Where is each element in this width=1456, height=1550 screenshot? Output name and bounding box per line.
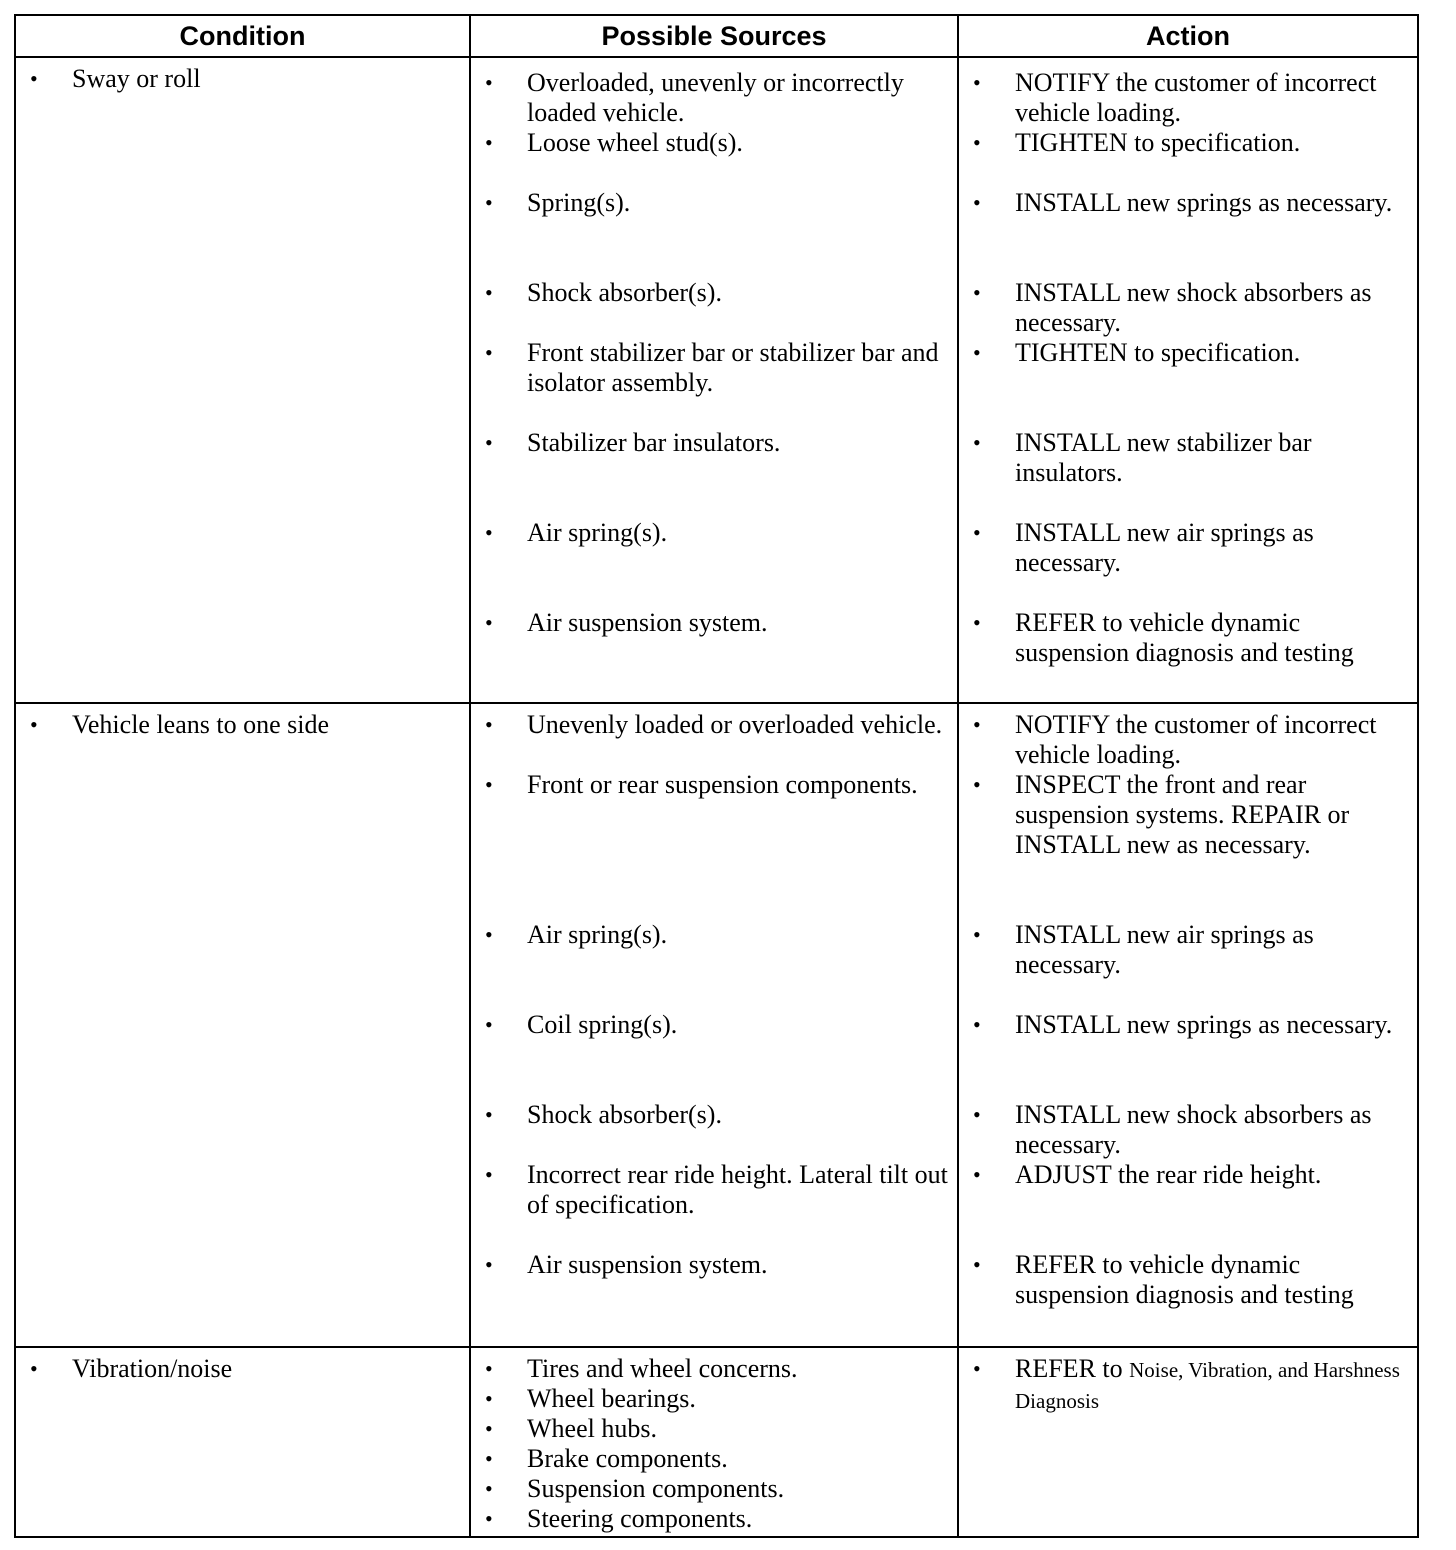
action-item: • REFER to vehicle dynamic suspension diagnosis and testing [973, 1250, 1354, 1309]
source-item: • Stabilizer bar insulators. [485, 428, 781, 457]
sources-cell [470, 1347, 958, 1537]
action-item: • NOTIFY the customer of incorrect vehicle loading. [973, 68, 1377, 127]
source-item: • Unevenly loaded or overloaded vehicle. [485, 710, 943, 739]
bullet-icon: • [973, 340, 981, 365]
bullet-icon: • [485, 922, 493, 947]
bullet-icon: • [485, 772, 493, 797]
bullet-icon: • [30, 1356, 38, 1381]
bullet-icon: • [485, 1446, 493, 1471]
source-item: • Shock absorber(s). [485, 1100, 722, 1129]
action-item: • TIGHTEN to specification. [973, 338, 1301, 367]
action-item: • INSTALL new air springs as necessary. [973, 920, 1314, 979]
bullet-icon: • [973, 1356, 981, 1381]
bullet-icon: • [485, 712, 493, 737]
source-item: • Air spring(s). [485, 920, 668, 949]
bullet-icon: • [485, 1162, 493, 1187]
nvh-reference: Noise, Vibration, and Harshness Diagnosis [1015, 1358, 1400, 1413]
action-item: • INSTALL new springs as necessary. [973, 188, 1393, 217]
bullet-icon: • [973, 430, 981, 455]
source-item: • Wheel hubs. [485, 1414, 657, 1443]
source-item: • Suspension components. [485, 1474, 785, 1503]
action-header: Action [958, 15, 1418, 57]
action-cell [958, 1347, 1418, 1537]
action-item: • INSTALL new springs as necessary. [973, 1010, 1393, 1039]
action-cell [958, 703, 1418, 1347]
condition-header: Condition [15, 15, 470, 57]
bullet-icon: • [973, 70, 981, 95]
diagnosis-table [14, 14, 1419, 1538]
source-item: • Incorrect rear ride height. Lateral tilt out of specification. [485, 1160, 948, 1219]
source-item: • Front or rear suspension components. [485, 770, 918, 799]
bullet-icon: • [485, 1386, 493, 1411]
bullet-icon: • [485, 520, 493, 545]
header-row [15, 15, 1418, 57]
action-cell [958, 57, 1418, 703]
bullet-icon: • [973, 130, 981, 155]
action-item: • NOTIFY the customer of incorrect vehicle loading. [973, 710, 1377, 769]
source-item: • Wheel bearings. [485, 1384, 696, 1413]
bullet-icon: • [973, 280, 981, 305]
bullet-icon: • [973, 1012, 981, 1037]
bullet-icon: • [973, 610, 981, 635]
action-item: • REFER to vehicle dynamic suspension diagnosis and testing [973, 608, 1354, 667]
bullet-icon: • [485, 130, 493, 155]
bullet-icon: • [485, 190, 493, 215]
bullet-icon: • [485, 1012, 493, 1037]
action-item: • REFER to Noise, Vibration, and Harshness Diagnosis [973, 1354, 1400, 1413]
sources-header: Possible Sources [470, 15, 958, 57]
sources-cell [470, 703, 958, 1347]
source-item: • Air suspension system. [485, 608, 768, 637]
bullet-icon: • [973, 772, 981, 797]
bullet-icon: • [973, 520, 981, 545]
bullet-icon: • [485, 340, 493, 365]
bullet-icon: • [485, 430, 493, 455]
source-item: • Front stabilizer bar or stabilizer bar and isolator assembly. [485, 338, 939, 397]
source-item: • Air spring(s). [485, 518, 668, 547]
table-row [15, 703, 1418, 1347]
bullet-icon: • [973, 1252, 981, 1277]
bullet-icon: • [973, 190, 981, 215]
bullet-icon: • [30, 712, 38, 737]
condition-cell [15, 57, 470, 703]
bullet-icon: • [485, 1252, 493, 1277]
condition-cell [15, 1347, 470, 1537]
action-item: • ADJUST the rear ride height. [973, 1160, 1322, 1189]
action-item: • INSTALL new stabilizer bar insulators. [973, 428, 1312, 487]
sources-cell [470, 57, 958, 703]
action-item: • INSTALL new shock absorbers as necessary. [973, 278, 1372, 337]
source-item: • Loose wheel stud(s). [485, 128, 743, 157]
bullet-icon: • [973, 922, 981, 947]
condition-item: • Vibration/noise [30, 1354, 233, 1383]
bullet-icon: • [485, 610, 493, 635]
bullet-icon: • [973, 1102, 981, 1127]
condition-item: • Sway or roll [30, 64, 201, 93]
bullet-icon: • [485, 280, 493, 305]
source-item: • Brake components. [485, 1444, 728, 1473]
table-row [15, 57, 1418, 703]
source-item: • Spring(s). [485, 188, 631, 217]
bullet-icon: • [485, 1356, 493, 1381]
condition-item: • Vehicle leans to one side [30, 710, 330, 739]
action-item: • INSPECT the front and rear suspension systems. REPAIR or INSTALL new as necessary. [973, 770, 1350, 859]
bullet-icon: • [973, 712, 981, 737]
action-item: • INSTALL new shock absorbers as necessary. [973, 1100, 1372, 1159]
bullet-icon: • [485, 1506, 493, 1531]
source-item: • Air suspension system. [485, 1250, 768, 1279]
bullet-icon: • [485, 1476, 493, 1501]
table-row [15, 1347, 1418, 1537]
source-item: • Steering components. [485, 1504, 753, 1533]
condition-cell [15, 703, 470, 1347]
bullet-icon: • [485, 1102, 493, 1127]
source-item: • Shock absorber(s). [485, 278, 722, 307]
bullet-icon: • [973, 1162, 981, 1187]
bullet-icon: • [30, 66, 38, 91]
source-item: • Coil spring(s). [485, 1010, 678, 1039]
source-item: • Tires and wheel concerns. [485, 1354, 798, 1383]
action-item: • TIGHTEN to specification. [973, 128, 1301, 157]
source-item: • Overloaded, unevenly or incorrectly loaded vehicle. [485, 68, 904, 127]
bullet-icon: • [485, 70, 493, 95]
action-item: • INSTALL new air springs as necessary. [973, 518, 1314, 577]
bullet-icon: • [485, 1416, 493, 1441]
